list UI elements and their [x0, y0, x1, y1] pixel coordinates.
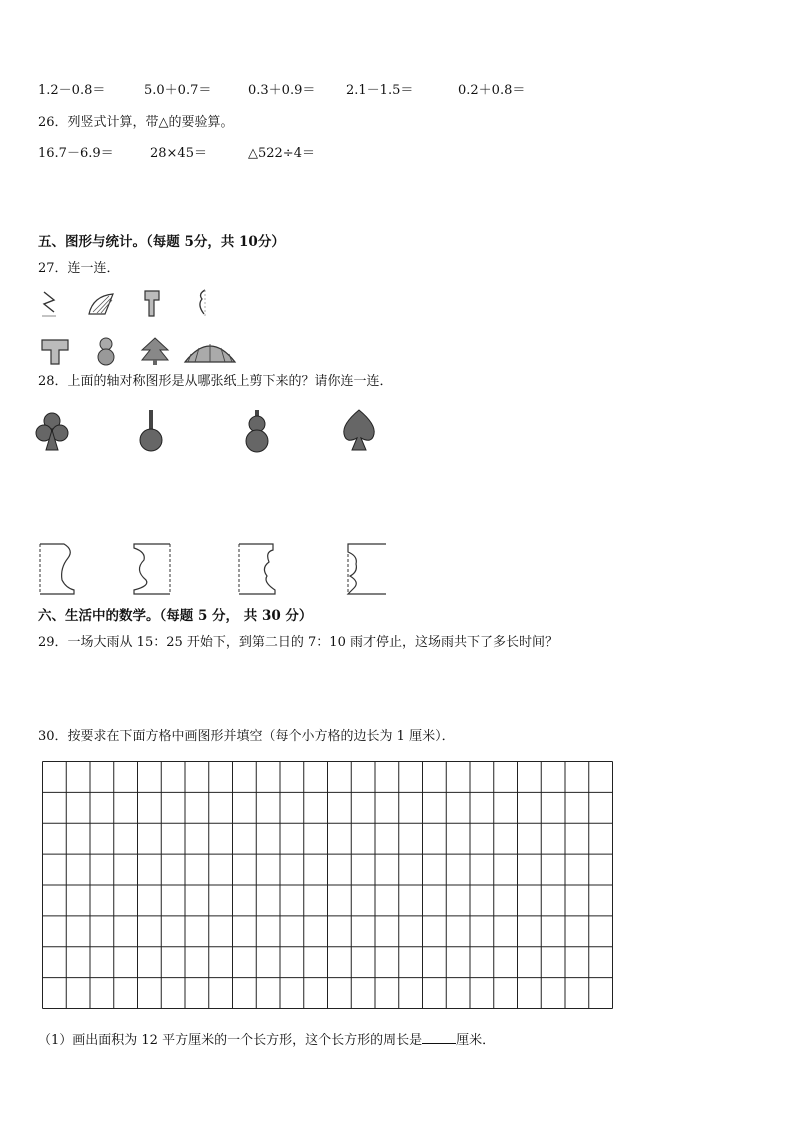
q30-sub1-unit: 厘米．: [456, 1033, 496, 1048]
q25-expr-5: 0.2＋0.8＝: [458, 83, 526, 98]
q28-prompt: 28．上面的轴对称图形是从哪张纸上剪下来的？请你连一连．: [38, 374, 393, 389]
cut-paper-1-icon: [38, 542, 78, 596]
q25-expr-1: 1.2－0.8＝: [38, 83, 106, 98]
cut-paper-3-icon: [237, 542, 279, 596]
cut-paper-2-icon: [132, 542, 174, 596]
half-lightning-icon: [40, 290, 58, 318]
half-mushroom-icon: [143, 288, 163, 318]
round-flask-icon: [138, 408, 164, 454]
q25-expr-4: 2.1－1.5＝: [346, 83, 414, 98]
q30-prompt: 30．按要求在下面方格中画图形并填空（每个小方格的边长为 1 厘米）．: [38, 729, 455, 744]
q26-expr-2: 28×45＝: [150, 146, 207, 161]
club-icon: [36, 410, 68, 452]
q29-prompt: 29．一场大雨从 15：25 开始下，到第二日的 7：10 雨才停止，这场雨共下了多长时间？: [38, 635, 558, 650]
q26-prompt: 26．列竖式计算，带△的要验算。: [38, 115, 234, 130]
gourd-icon: [95, 336, 117, 366]
q26-expr-1: 16.7－6.9＝: [38, 146, 114, 161]
answer-blank[interactable]: [422, 1031, 456, 1044]
q30-sub1: [38, 1031, 495, 1049]
q27-prompt: 27．连一连．: [38, 261, 120, 276]
half-umbrella-icon: [87, 292, 115, 318]
half-gourd-icon: [196, 288, 212, 318]
gourd-shape-icon: [243, 408, 271, 454]
section-5-heading: 五、图形与统计。（每题 5分，共 10分）: [38, 234, 285, 250]
tree-icon: [140, 336, 170, 366]
section-6-heading: 六、生活中的数学。（每题 5 分， 共 30 分）: [38, 608, 313, 624]
q25-expr-3: 0.3＋0.9＝: [248, 83, 316, 98]
q30-sub1-text: （1）画出面积为 12 平方厘米的一个长方形，这个长方形的周长是: [38, 1033, 423, 1048]
q25-expr-2: 5.0＋0.7＝: [144, 83, 212, 98]
mushroom-icon: [40, 336, 70, 366]
square-grid[interactable]: [42, 761, 613, 1013]
spade-icon: [340, 408, 378, 452]
q26-expr-3: △522÷4＝: [248, 146, 315, 161]
cut-paper-4-icon: [346, 542, 388, 596]
umbrella-icon: [183, 340, 237, 364]
